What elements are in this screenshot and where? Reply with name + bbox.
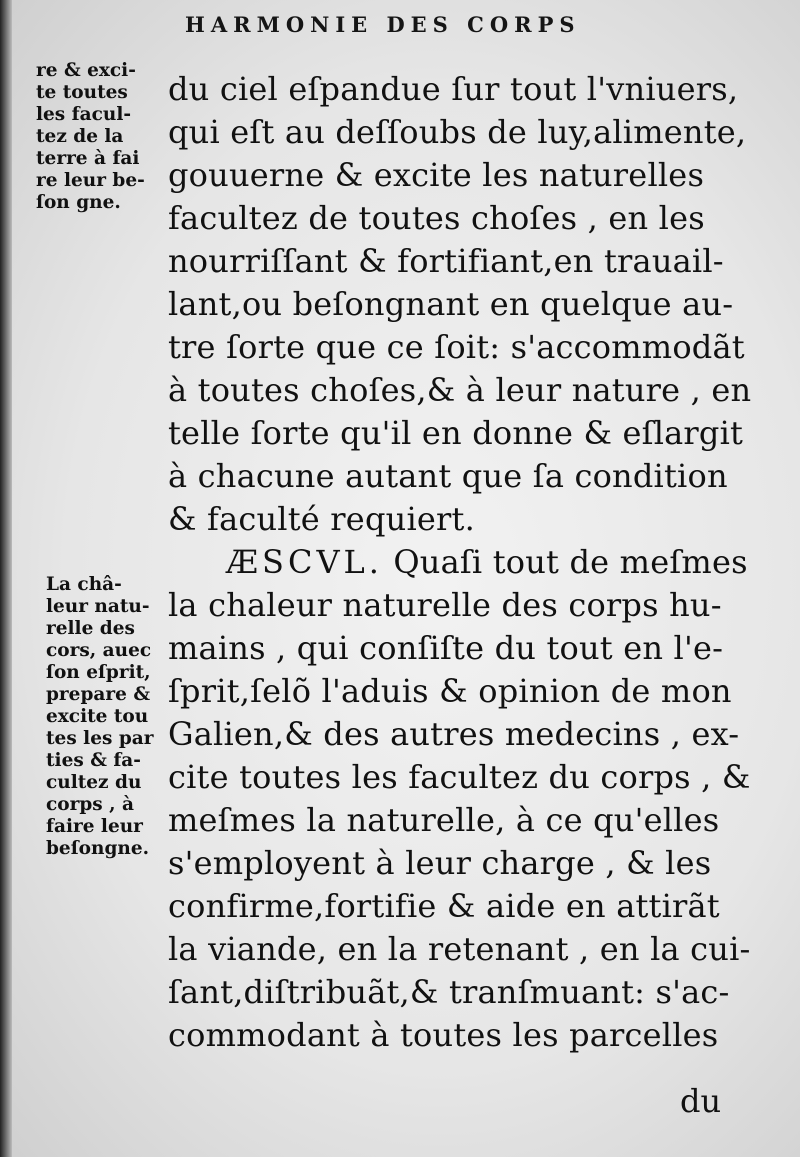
speaker-name: ÆSCVL.	[226, 543, 383, 581]
margin-note-line: tez de la	[36, 126, 124, 147]
text-line: gouuerne & excite les naturelles	[168, 156, 705, 194]
text-line: facultez de toutes choſes , en les	[168, 199, 705, 237]
catchword: du	[680, 1082, 722, 1120]
text-line: ſant,diſtribuãt,& tranſmuant: s'ac-	[168, 973, 730, 1011]
text-line: ſprit,ſelõ l'aduis & opinion de mon	[168, 672, 732, 710]
text-line: telle ſorte qu'il en donne & eſlargit	[168, 414, 744, 452]
text-line: nourriſſant & fortifiant,en trauail-	[168, 242, 724, 280]
margin-note-line: terre à fai	[36, 148, 140, 169]
text-line: du ciel eſpandue ſur tout l'vniuers,	[168, 70, 739, 108]
margin-note-line: re leur be-	[36, 170, 145, 191]
text-line: lant,ou beſongnant en quelque au-	[168, 285, 734, 323]
main-text-block	[168, 68, 752, 1057]
margin-note-line: re & exci-	[36, 60, 136, 81]
text-line: cite toutes les facultez du corps , &	[168, 758, 751, 796]
margin-note-line: La châ-	[46, 574, 122, 595]
margin-note-line: cultez du	[46, 772, 142, 793]
margin-note-line: relle des	[46, 618, 135, 639]
text-line: s'employent à leur charge , & les	[168, 844, 712, 882]
margin-note-line: ſon gne.	[36, 192, 121, 213]
margin-note-line: cors, auec	[46, 640, 152, 661]
margin-note-line: te toutes	[36, 82, 128, 103]
text-line: la chaleur naturelle des corps hu-	[168, 586, 722, 624]
margin-note-line: beſongne.	[46, 838, 150, 859]
paragraph-opening-line	[168, 541, 748, 584]
margin-note-1	[36, 60, 158, 214]
margin-note-line: tes les par	[46, 728, 154, 749]
text-line: commodant à toutes les parcelles	[168, 1016, 719, 1054]
margin-note-line: ties & fa-	[46, 750, 141, 771]
running-head: HARMONIE DES CORPS	[185, 12, 581, 37]
text-line: la viande, en la retenant , en la cui-	[168, 930, 751, 968]
margin-note-line: faire leur	[46, 816, 143, 837]
margin-note-2	[46, 574, 162, 860]
margin-note-line: les facul-	[36, 104, 132, 125]
text-line: confirme,fortifie & aide en attirãt	[168, 887, 720, 925]
margin-note-line: prepare &	[46, 684, 151, 705]
text-line: tre ſorte que ce ſoit: s'accommodãt	[168, 328, 745, 366]
text-line: & faculté requiert.	[168, 500, 475, 538]
opening-text: Quaſi tout de meſmes	[393, 543, 748, 581]
text-line: qui eſt au deſſoubs de luy,alimente,	[168, 113, 747, 151]
margin-note-line: excite tou	[46, 706, 149, 727]
text-line: Galien,& des autres medecins , ex-	[168, 715, 740, 753]
text-line: à chacune autant que ſa condition	[168, 457, 728, 495]
text-line: meſmes la naturelle, à ce qu'elles	[168, 801, 720, 839]
text-line: mains , qui conſiſte du tout en l'e-	[168, 629, 724, 667]
margin-note-line: ſon eſprit,	[46, 662, 151, 683]
text-line: à toutes choſes,& à leur nature , en	[168, 371, 752, 409]
margin-note-line: leur natu-	[46, 596, 150, 617]
margin-note-line: corps , à	[46, 794, 135, 815]
